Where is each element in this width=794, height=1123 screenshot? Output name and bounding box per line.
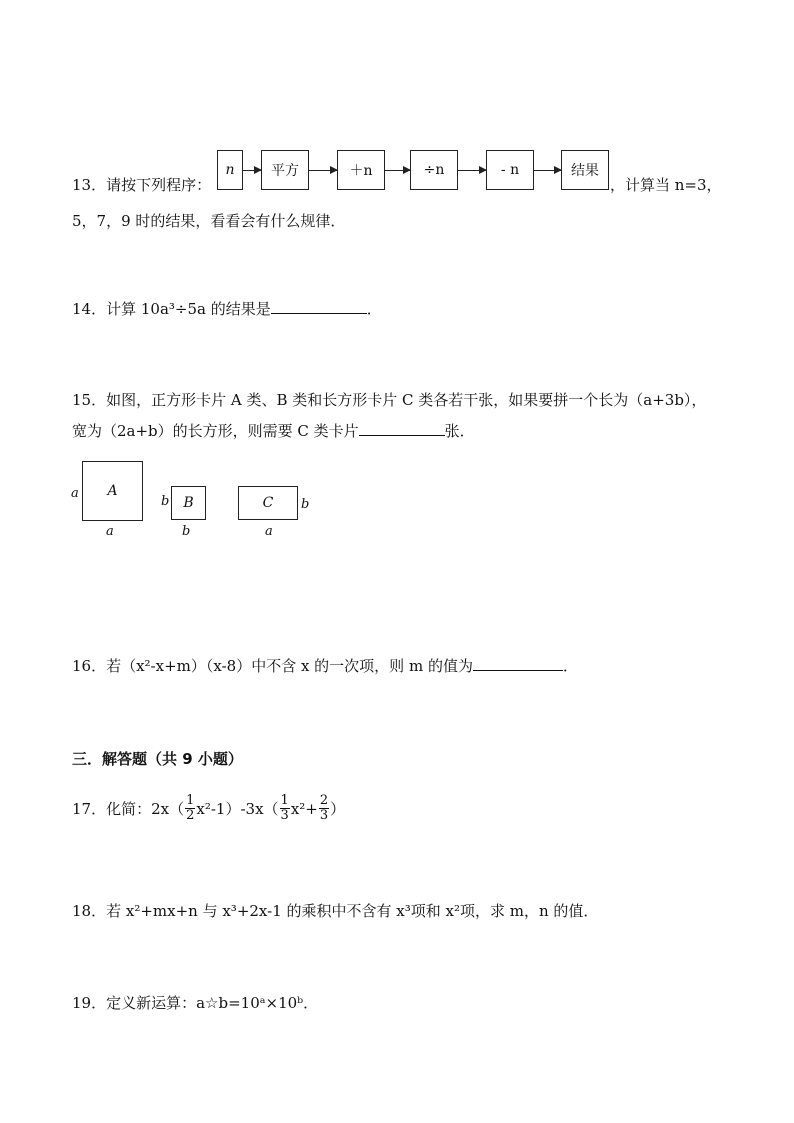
flow-box-square: 平方 (261, 150, 309, 190)
q13-prefix: 13．请按下列程序： (72, 176, 212, 194)
card-a: A (82, 461, 143, 521)
q15-line2-end: 张． (444, 422, 475, 440)
q14-end: ． (366, 300, 382, 318)
flow-arrow (458, 170, 486, 171)
fraction-two-thirds (319, 794, 329, 823)
flow-box-minus-n: - n (486, 150, 534, 190)
card-b: B (171, 486, 206, 520)
card-c-side-label: b (301, 497, 310, 512)
answer-blank (473, 656, 563, 671)
fraction-numerator: 1 (280, 793, 289, 808)
q17-end: ） (330, 800, 346, 818)
flow-box-result: 结果 (561, 150, 609, 190)
fraction-one-half (185, 794, 195, 823)
q17 (72, 794, 345, 823)
flow-arrow (534, 170, 561, 171)
q17-mid2: x²+ (290, 799, 318, 818)
q19: 19．定义新运算：a☆b=10ᵃ×10ᵇ． (72, 994, 319, 1012)
q17-mid1: x²-1）-3x（ (196, 800, 279, 818)
fraction-denominator: 2 (186, 808, 195, 823)
q15-line1: 15．如图，正方形卡片 A 类、B 类和长方形卡片 C 类各若干张，如果要拼一个长为（a+3b）， (72, 391, 707, 409)
flow-box-div-n: ÷n (410, 150, 458, 190)
q13-line2: 5，7，9 时的结果，看看会有什么规律． (72, 212, 346, 230)
card-b-bottom-label: b (182, 524, 191, 539)
q16-text: 16．若（x²-x+m）（x-8）中不含 x 的一次项，则 m 的值为 (72, 657, 473, 675)
flow-arrow (309, 170, 337, 171)
q16-end: ． (562, 657, 578, 675)
q17-prefix: 17．化简：2x（ (72, 800, 185, 818)
q14 (72, 298, 382, 319)
flow-arrow (243, 170, 261, 171)
card-c-bottom-label: a (265, 524, 273, 539)
flow-box-n: n (217, 150, 243, 190)
fraction-numerator: 2 (319, 793, 329, 808)
q18: 18．若 x²+mx+n 与 x³+2x-1 的乘积中不含有 x³项和 x²项，求 m，n 的值． (72, 902, 599, 920)
fraction-numerator: 1 (186, 793, 195, 808)
flow-arrow (385, 170, 410, 171)
fraction-denominator: 3 (319, 808, 329, 823)
q13-suffix: ，计算当 n=3， (610, 176, 722, 194)
answer-blank (359, 421, 445, 436)
card-b-side-label: b (161, 494, 170, 509)
q16 (72, 655, 578, 676)
card-a-side-label: a (71, 486, 79, 501)
section-heading: 三．解答题（共 9 小题） (72, 750, 243, 768)
card-a-bottom-label: a (106, 524, 114, 539)
q15-line2-text: 宽为（2a+b）的长方形，则需要 C 类卡片 (72, 422, 359, 440)
card-c: C (238, 486, 298, 520)
fraction-one-third (280, 794, 290, 823)
fraction-denominator: 3 (280, 808, 289, 823)
q15-line2 (72, 420, 475, 441)
answer-blank (271, 299, 367, 314)
flow-box-plus-n: ＋n (337, 150, 385, 190)
q14-text: 14．计算 10a³÷5a 的结果是 (72, 300, 271, 318)
